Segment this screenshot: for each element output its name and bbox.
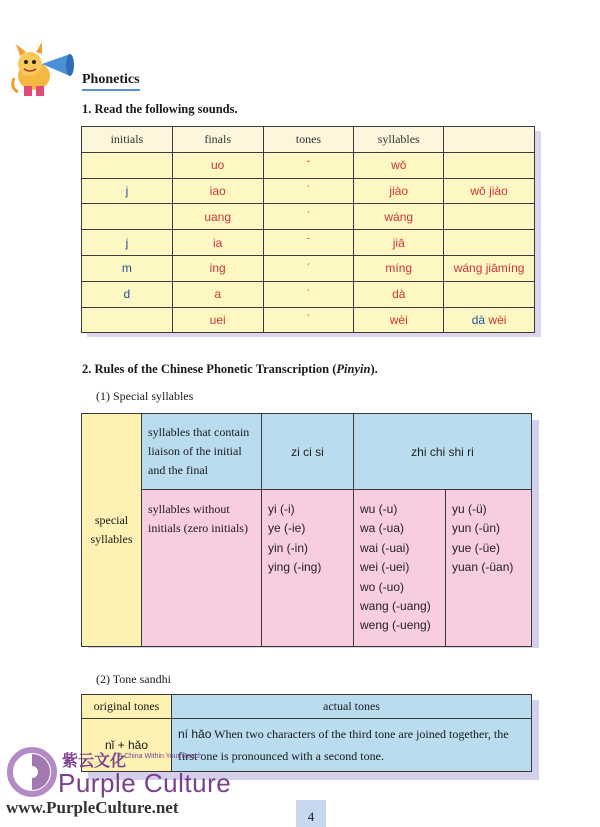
- cell-tone: ˊ: [263, 204, 354, 230]
- table-row: [82, 281, 535, 307]
- cell-initial: d: [82, 281, 173, 307]
- cell-final: uo: [172, 152, 263, 178]
- tone-sandhi-table: [81, 694, 532, 772]
- purple-culture-logo-icon: [6, 746, 58, 798]
- cell-answer: [444, 281, 535, 307]
- cell-tone: ˉ: [263, 230, 354, 256]
- cell-final: uang: [172, 204, 263, 230]
- table-row: [82, 719, 532, 772]
- cell-syllable: jiā: [354, 230, 444, 256]
- cell-syllable: wèi: [354, 307, 444, 333]
- table-row: [82, 490, 532, 647]
- header-initials: initials: [82, 127, 173, 153]
- cell-initial: j: [82, 230, 173, 256]
- header-finals: finals: [172, 127, 263, 153]
- page-number: 4: [296, 800, 326, 827]
- special-syllables-label: special syllables: [82, 414, 142, 647]
- question-1-heading: 1. Read the following sounds.: [82, 102, 238, 116]
- header-syllables: syllables: [354, 127, 444, 153]
- cell-answer: wáng jiāmíng: [444, 255, 535, 281]
- cell-tone: ˋ: [263, 307, 354, 333]
- section-title: Phonetics: [82, 72, 140, 91]
- cell-syllable: wáng: [354, 204, 444, 230]
- special-syllables-table: [81, 413, 532, 647]
- table-row: [82, 152, 535, 178]
- cell-initial: [82, 307, 173, 333]
- v-column: yu (-ü) yun (-ün) yue (-üe) yuan (-üan): [446, 490, 532, 647]
- cell-final: iao: [172, 178, 263, 204]
- cell-answer: [444, 307, 535, 333]
- i-column: yi (-i) ye (-ie) yin (-in) ying (-ing): [262, 490, 354, 647]
- zero-initials-description: syllables without initials (zero initials): [142, 490, 262, 647]
- table-header-row: [82, 127, 535, 153]
- zhi-chi-shi-ri: zhi chi shi ri: [354, 414, 532, 490]
- original-tone-value: nǐ + hǎo: [82, 719, 172, 772]
- special-syllables-subheading: (1) Special syllables: [96, 389, 194, 403]
- header-original-tones: original tones: [82, 695, 172, 719]
- cell-syllable: dà: [354, 281, 444, 307]
- cell-syllable: míng: [354, 255, 444, 281]
- table-row: [82, 414, 532, 490]
- liaison-description: syllables that contain liaison of the initial and the final: [142, 414, 262, 490]
- table-row: [82, 255, 535, 281]
- cartoon-mascot-icon: [10, 42, 82, 104]
- zi-ci-si: zi ci si: [262, 414, 354, 490]
- cell-answer: [444, 230, 535, 256]
- table-row: [82, 178, 535, 204]
- header-tones: tones: [263, 127, 354, 153]
- table-row: [82, 204, 535, 230]
- cell-answer: wǒ jiào: [444, 178, 535, 204]
- cell-answer: [444, 152, 535, 178]
- cell-tone: ˊ: [263, 255, 354, 281]
- watermark-chinese: 紫云文化: [62, 751, 127, 770]
- cell-initial: j: [82, 178, 173, 204]
- watermark-brand: Purple Culture: [58, 768, 232, 798]
- u-column: wu (-u) wa (-ua) wai (-uai) wei (-uei) wo (-uo) wang (-uang) weng (-ueng): [354, 490, 446, 647]
- cell-final: uei: [172, 307, 263, 333]
- cell-initial: [82, 204, 173, 230]
- tone-sandhi-subheading: (2) Tone sandhi: [96, 672, 171, 686]
- cell-tone: ˇ: [263, 152, 354, 178]
- table-row: [82, 230, 535, 256]
- question-2-heading: 2. Rules of the Chinese Phonetic Transcription (Pinyin).: [82, 362, 378, 376]
- cell-answer: [444, 204, 535, 230]
- watermark-url[interactable]: www.PurpleCulture.net: [6, 798, 179, 817]
- cell-initial: m: [82, 255, 173, 281]
- cell-final: ia: [172, 230, 263, 256]
- actual-tone-explanation: ní hǎo When two characters of the third tone are joined together, the first one is pronounced with a second tone.: [172, 719, 532, 772]
- header-actual-tones: actual tones: [172, 695, 532, 719]
- answer-part-blue: dà: [471, 312, 486, 327]
- cell-syllable: wǒ: [354, 152, 444, 178]
- cell-tone: ˋ: [263, 178, 354, 204]
- cell-tone: ˋ: [263, 281, 354, 307]
- watermark-tagline: A China Within Your Reach: [118, 753, 203, 760]
- phonetics-table: [81, 126, 535, 333]
- cell-initial: [82, 152, 173, 178]
- cell-syllable: jiào: [354, 178, 444, 204]
- header-blank: [444, 127, 535, 153]
- table-header-row: [82, 695, 532, 719]
- cell-final: a: [172, 281, 263, 307]
- cell-final: ing: [172, 255, 263, 281]
- answer-part-red: wèi: [485, 312, 507, 327]
- table-row: [82, 307, 535, 333]
